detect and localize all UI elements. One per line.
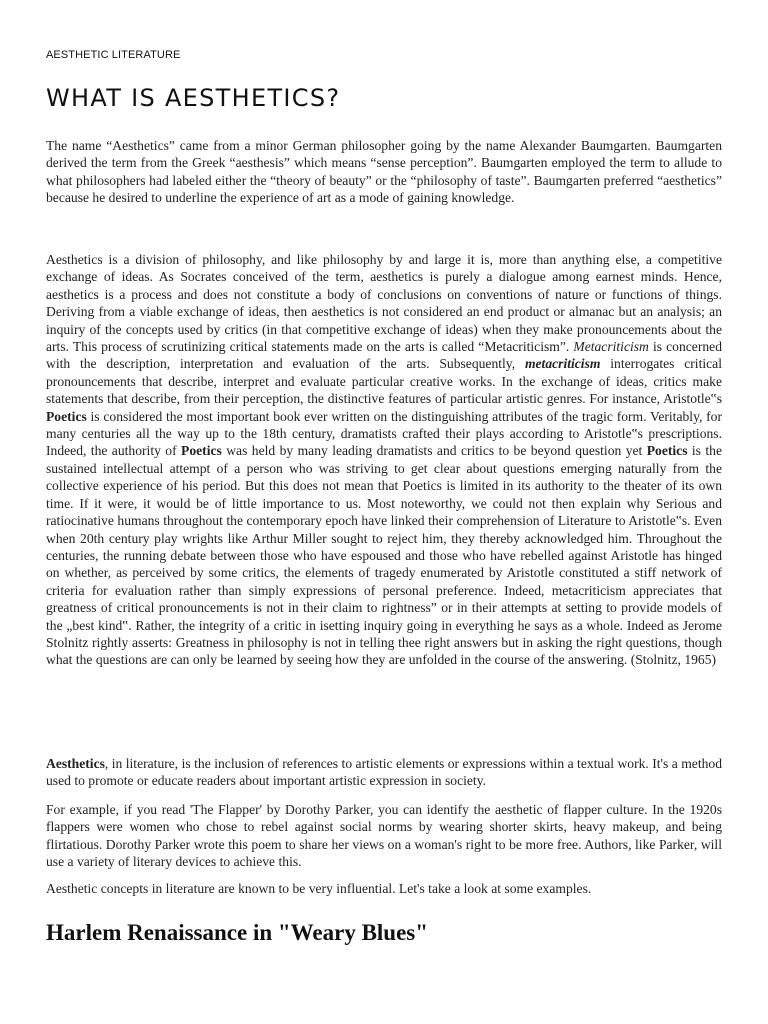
bold-term: Aesthetics: [46, 756, 105, 771]
bold-italic-term: metacriticism: [524, 356, 601, 372]
text-run: , in literature, is the inclusion of references to artistic elements or expressions within a textual work. It's a method used to promote or educate readers about important artistic expression in society.: [46, 756, 722, 789]
italic-term: Metacriticism: [573, 339, 649, 355]
paragraph-definition: [46, 755, 722, 790]
bold-term: Poetics: [181, 443, 222, 459]
section-heading: Harlem Renaissance in "Weary Blues": [46, 920, 429, 945]
text-run: is considered the most important book ever written on the distinguishing attributes of the tragic form. Veritably, for many centuries all the way up to the 18th century, dramatists crafted their plays according to Aristotle‟s prescriptions. Indeed, the authority of: [46, 408, 722, 459]
paragraph-flapper: For example, if you read 'The Flapper' by Dorothy Parker, you can identify the aesthetic of flapper culture. In the 1920s flappers were women who chose to rebel against social norms by wearing shorter skirts, heavy makeup, and being flirtatious. Dorothy Parker wrote this poem to share her views on a woman's right to be more free. Authors, like Parker, will use a variety of literary devices to achieve this.: [46, 802, 722, 870]
bold-term: Poetics: [46, 408, 87, 424]
paragraph-baumgarten: The name “Aesthetics” came from a minor German philosopher going by the name Alexander Baumgarten. Baumgarten derived the term from the Greek “aesthesis” which means “sense perception”. Baumgarten employed the term to allude to what philosophers had labeled either the “theory of beauty” or the “philosophy of taste”. Baumgarten preferred “aesthetics” because he desired to underline the experience of art as a mode of gaining knowledge.: [46, 138, 722, 206]
text-run: interrogates critical pronouncements that describe, interpret and evaluate particular creative works. In the exchange of ideas, critics make statements that describe, from their perception, the distinctive features of particular artistic genres. For instance, Aristotle‟s: [46, 356, 722, 407]
paragraph-metacriticism: [46, 251, 722, 669]
section-kicker: AESTHETIC LITERATURE: [46, 49, 181, 61]
bold-term: Poetics: [646, 443, 688, 459]
text-run: is concerned with the description, interpretation and evaluation of the arts. Subsequently,: [46, 339, 722, 372]
paragraph-examples-intro: Aesthetic concepts in literature are known to be very influential. Let's take a look at some examples.: [46, 881, 592, 896]
text-run: is the sustained intellectual attempt of a person who was striving to get clear about questions emerging naturally from the collective experience of his period. But this does not mean that Poetics is limited in its authority to the theater of its own time. If it were, it would be of little importance to us. Most noteworthy, we could not then explain why Serious and ratiocinative humans throughout the contemporary epoch have linked their comprehension of Literature to Aristotle‟s. Even when 20th century play wrights like Arthur Miller sought to reject him, they thereby acknowledged him. Throughout the centuries, the running debate between those who have espoused and those who have rebelled against Aristotle has hinged on whether, as perceived by some critics, the elements of tragedy enumerated by Aristotle constituted a stiff network of criteria for evaluation rather than simply expressions of personal preference. Indeed, metacriticism appreciates that greatness of critical pronouncements is not in their claim to rightness” or in their attempts at setting to provide models of the „best kind‟. Rather, the integrity of a critic in isetting inquiry going in everything he says as a whole. Indeed as Jerome Stolnitz rightly asserts: Greatness in philosophy is not in telling thee right answers but in asking the right questions, though what the questions are can only be learned by seeing how they are unfolded in the course of the answering. (Stolnitz, 1965): [46, 443, 722, 668]
text-run: was held by many leading dramatists and critics to be beyond question yet: [221, 443, 647, 459]
text-run: Aesthetics is a division of philosophy, and like philosophy by and large it is, more than anything else, a competitive exchange of ideas. As Socrates conceived of the term, aesthetics is purely a dialogue among earnest minds. Hence, aesthetics is a process and does not constitute a body of conclusions on conventions of nature or functions of things. Deriving from a viable exchange of ideas, then aesthetics is not considered an end product or almanac but an analysis; an inquiry of the concepts used by critics (in that competitive exchange of ideas) when they make pronouncements about the arts. This process of scrutinizing critical statements made on the arts is called “Metacriticism”.: [46, 252, 722, 355]
page-title: WHAT IS AESTHETICS?: [46, 84, 341, 112]
